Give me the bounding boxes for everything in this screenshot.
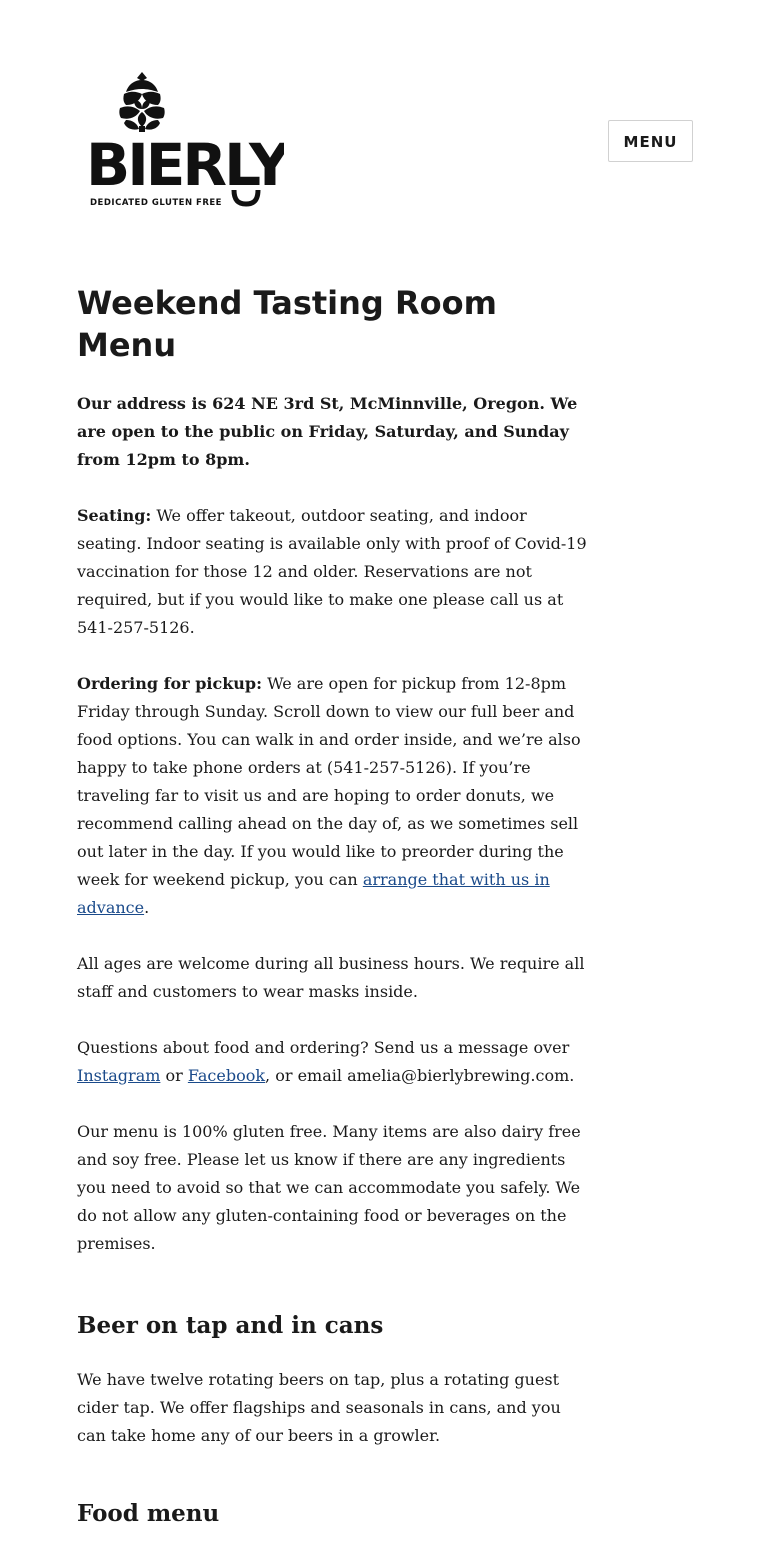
pickup-text: We are open for pickup from 12-8pm Friday through Sunday. Scroll down to view our full beer and food options. You can walk in and order inside, and we’re also happy to take phone orders at (541-257-5126). If you’re traveling far to visit us and are hoping to order donuts, we recommend calling ahead on the day of, as we sometimes sell out later in the day. If you would like to preorder during the week for weekend pickup, you can (77, 674, 581, 889)
food-heading: Food menu (77, 1500, 220, 1527)
logo-tagline: DEDICATED GLUTEN FREE (90, 198, 222, 208)
questions-paragraph (77, 1034, 587, 1090)
ages-paragraph: All ages are welcome during all business hours. We require all staff and customers to wear masks inside. (77, 954, 585, 1001)
pickup-end: . (144, 898, 150, 917)
instagram-link[interactable]: Instagram (77, 1066, 161, 1085)
facebook-link[interactable]: Facebook (187, 1066, 266, 1085)
logo-wordmark: BIERLY (86, 131, 284, 199)
site-logo[interactable] (84, 70, 284, 215)
site-header (0, 0, 770, 230)
page-title: Weekend Tasting Room Menu (77, 284, 497, 364)
gluten-free-paragraph: Our menu is 100% gluten free. Many items are also dairy free and soy free. Please let us know if there are any ingredients you need to avoid so that we can accommodate you safely. We do not allow any gluten-containing food or beverages on the premises. (77, 1122, 581, 1253)
or-text: or (160, 1066, 188, 1085)
menu-button[interactable]: MENU (608, 120, 693, 162)
pickup-label: Ordering for pickup: (77, 674, 263, 693)
beer-paragraph: We have twelve rotating beers on tap, plus a rotating guest cider tap. We offer flagships and seasonals in cans, and you can take home any of our beers in a growler. (77, 1370, 561, 1445)
seating-text: We offer takeout, outdoor seating, and indoor seating. Indoor seating is available only with proof of Covid-19 vaccination for those 12 and older. Reservations are not required, but if you would like to make one please call us at 541-257-5126. (77, 506, 587, 637)
questions-text: Questions about food and ordering? Send us a message over (77, 1038, 570, 1057)
main-content (77, 282, 587, 1554)
pickup-paragraph (77, 670, 587, 922)
seating-paragraph (77, 502, 587, 642)
beer-heading: Beer on tap and in cans (77, 1312, 384, 1339)
hop-logo-icon (84, 70, 284, 215)
email-text: , or email amelia@bierlybrewing.com. (265, 1066, 575, 1085)
seating-label: Seating: (77, 506, 152, 525)
intro-address: Our address is 624 NE 3rd St, McMinnville, Oregon. We are open to the public on Friday, Saturday, and Sunday from 12pm to 8pm. (77, 394, 578, 469)
preorder-link[interactable]: arrange that with us in advance (77, 870, 550, 917)
